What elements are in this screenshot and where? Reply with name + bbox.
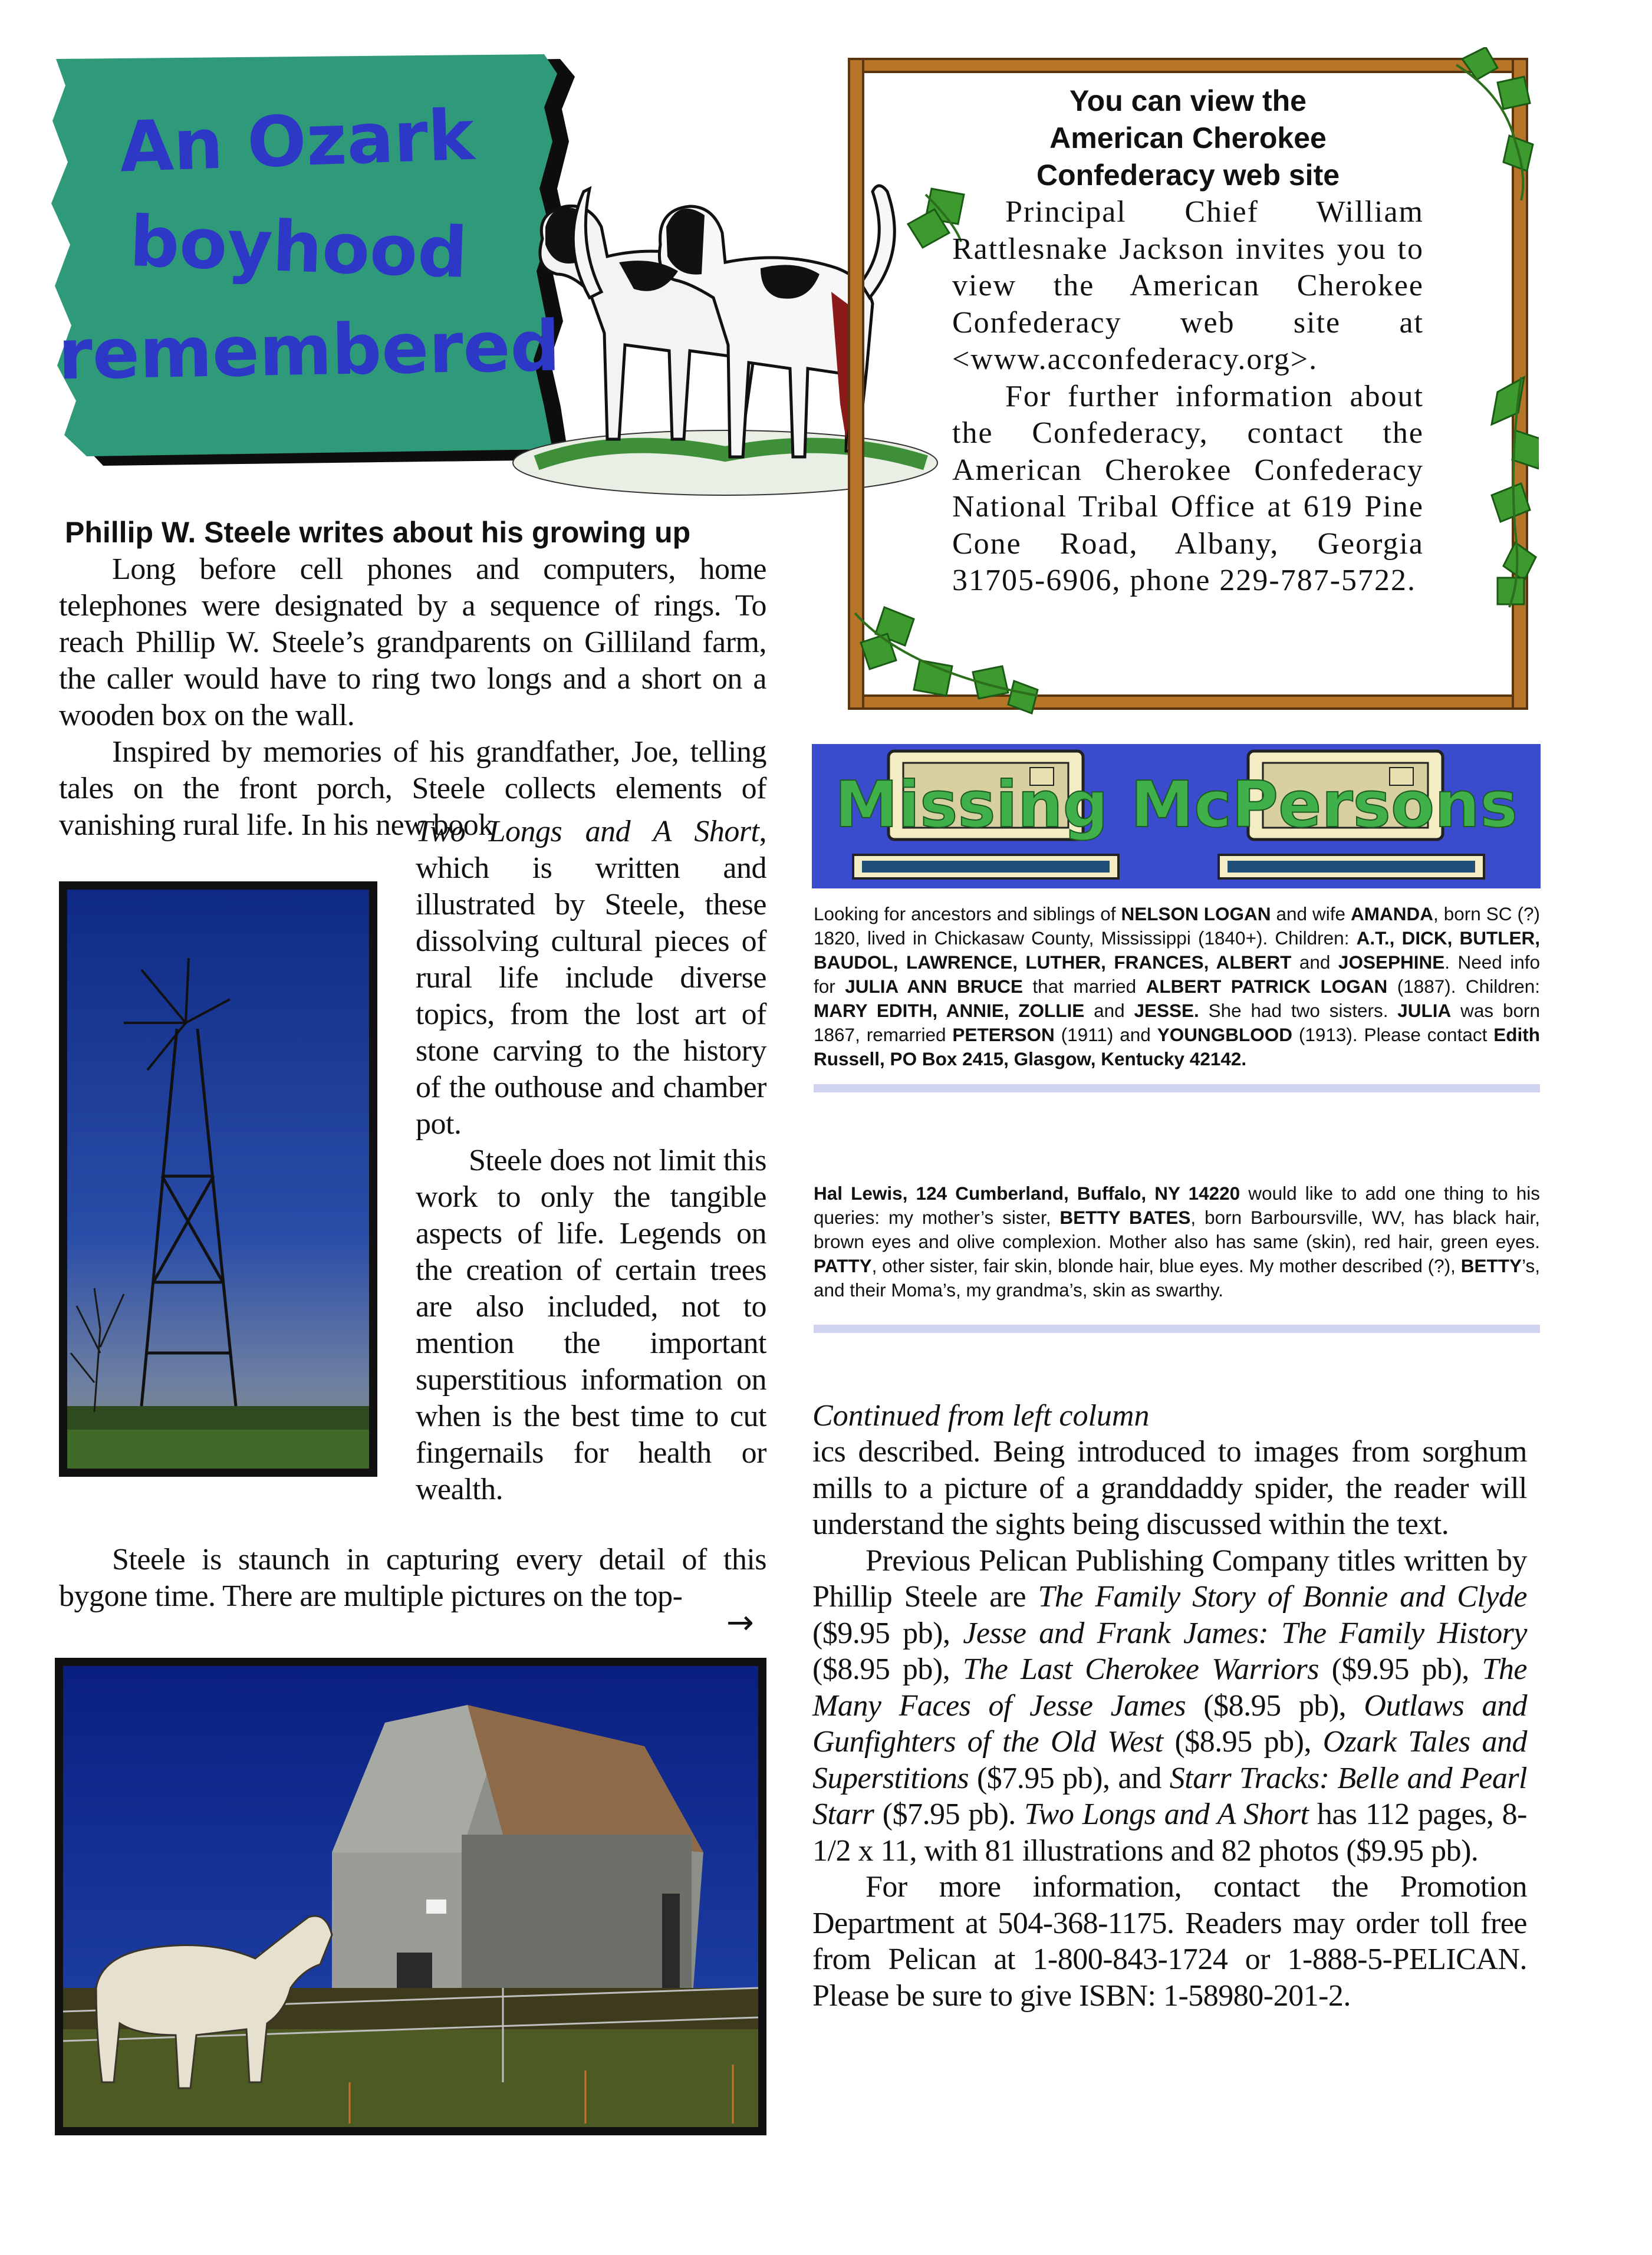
continued-paragraph-2: [812, 1543, 1527, 1869]
article-paragraph-2-continued: [416, 814, 766, 1143]
article-paragraph-3: Steele does not limit this work to only the tangible aspects of life. Legends on the creation of certain trees are also included, not to mention the important superstitious information on when is the best time to cut fingernails for health or wealth.: [416, 1144, 766, 1506]
query-logan-run-18: was born 1867, remarried: [814, 1000, 1540, 1045]
query-logan-run-23: Edith Russell, PO Box 2415, Glasgow, Kentucky 42142.: [814, 1024, 1540, 1069]
continued-heading: Continued from left column: [812, 1399, 1150, 1433]
article-paragraph-4: Steele is staunch in capturing every detail of this bygone time. There are multiple pictures on the top-: [59, 1543, 766, 1613]
query-block-2: [814, 1181, 1540, 1333]
query-logan-run-8: . Need info for: [814, 952, 1541, 997]
query-lewis-run-0: Hal Lewis, 124 Cumberland, Buffalo, NY 14220: [814, 1183, 1240, 1204]
query-logan-run-20: (1911) and: [1054, 1024, 1157, 1045]
article-paragraph-2-text: Inspired by memories of his grandfather, Joe, telling tales on the front porch, Steele collects elements of vanishing rural life. In his new book: [59, 735, 766, 842]
sign-line-2: boyhood: [128, 200, 469, 294]
continued-p2-run-15: Two Longs and A Short: [1024, 1798, 1309, 1831]
continued-p2-run-7: The Many Faces of Jesse James: [812, 1652, 1527, 1723]
article-paragraph-1: Long before cell phones and computers, home telephones were designated by a sequence of rings. To reach Phillip W. Steele’s grandparents on Gilliland farm, the caller would have to ring two longs and a short on a wooden box on the wall.: [59, 552, 766, 732]
query-logan-run-5: A.T., DICK, BUTLER, BAUDOL, LAWRENCE, LUTHER, FRANCES, ALBERT: [814, 927, 1540, 973]
barn-horse-photo: [55, 1658, 766, 2135]
continued-body: [812, 1434, 1527, 2014]
cherokee-notice: [952, 83, 1424, 600]
query-lewis-run-2: BETTY BATES: [1059, 1207, 1191, 1228]
continued-p2-run-13: Starr Tracks: Belle and Pearl Starr: [812, 1761, 1527, 1831]
continued-p2-run-5: The Last Cherokee Warriors: [962, 1652, 1319, 1686]
cherokee-heading-1: You can view the: [1069, 84, 1307, 117]
query-logan-run-4: , born SC (?) 1820, lived in Chickasaw County, Mississippi (1840+). Children:: [814, 903, 1540, 949]
continued-p2-run-14: ($7.95 pb).: [874, 1798, 1025, 1831]
continued-paragraph-3: For more information, contact the Promotion Department at 504-368-1175. Readers may order toll free from Pelican at 1-800-843-1724 or 1-888-5-PELICAN. Please be sure to give ISBN: 1-58980-201-2.: [812, 1870, 1527, 2013]
continued-p2-run-4: ($8.95 pb),: [812, 1652, 963, 1686]
query-logan-run-0: Looking for ancestors and siblings of: [814, 903, 1121, 924]
cherokee-paragraph-2: For further information about the Confederacy, contact the American Cherokee Confederacy National Tribal Office at 619 Pine Cone Road, Albany, Georgia 31705-6906, phone 229-787-5722.: [952, 379, 1424, 597]
continued-paragraph-1: ics described. Being introduced to images from sorghum mills to a picture of a granddaddy spider, the reader will understand the sights being discussed within the text.: [812, 1435, 1527, 1541]
query-block-1: [814, 902, 1540, 1092]
cherokee-paragraph-1: Principal Chief William Rattlesnake Jackson invites you to view the American Cherokee Confederacy web site at <www.acconfederacy.org>.: [952, 195, 1424, 376]
query-logan-run-12: (1887). Children:: [1387, 976, 1540, 997]
query-logan-run-16: She had two sisters.: [1199, 1000, 1398, 1021]
query-lewis-run-4: PATTY: [814, 1255, 872, 1276]
missing-mcpersons-banner: [812, 744, 1541, 888]
query-lewis-run-1: would like to add one thing to his queries: my mother’s sister,: [814, 1183, 1540, 1228]
query-divider-1: [814, 1084, 1540, 1092]
query-logan-run-15: JESSE.: [1134, 1000, 1199, 1021]
continued-p2-run-3: Jesse and Frank James: The Family History: [963, 1616, 1527, 1650]
book-title-italic: Two Longs and A Short: [416, 815, 759, 848]
continued-p2-run-2: ($9.95 pb),: [812, 1616, 963, 1650]
continued-p2-run-12: ($7.95 pb), and: [969, 1761, 1170, 1795]
continued-p2-run-16: has 112 pages, 8-1/2 x 11, with 81 illustrations and 82 photos ($9.95 pb).: [812, 1798, 1527, 1868]
query-lewis: [814, 1181, 1540, 1302]
query-logan-run-1: NELSON LOGAN: [1121, 903, 1271, 924]
missing-banner-title: Missing McPersons: [834, 768, 1518, 842]
query-logan: [814, 902, 1540, 1071]
query-logan-run-10: that married: [1022, 976, 1146, 997]
query-logan-run-22: (1913). Please contact: [1292, 1024, 1494, 1045]
continued-p2-run-8: ($8.95 pb),: [1186, 1688, 1364, 1723]
article-paragraph-4-wrap: [59, 1542, 766, 1615]
query-logan-run-2: and wife: [1271, 903, 1351, 924]
query-logan-run-17: JULIA: [1397, 1000, 1452, 1021]
query-logan-run-6: and: [1291, 952, 1338, 973]
query-lewis-run-7: ’s, and their Moma’s, my grandma’s, skin as swarthy.: [814, 1255, 1540, 1301]
query-logan-run-3: AMANDA: [1351, 903, 1433, 924]
query-logan-run-21: YOUNGBLOOD: [1157, 1024, 1292, 1045]
query-logan-run-11: ALBERT PATRICK LOGAN: [1146, 976, 1388, 997]
continued-p2-run-6: ($9.95 pb),: [1319, 1652, 1482, 1686]
cherokee-heading-3: Confederacy web site: [1036, 159, 1340, 192]
article-headline: Phillip W. Steele writes about his growing up: [65, 516, 691, 549]
query-logan-run-13: MARY EDITH, ANNIE, ZOLLIE: [814, 1000, 1085, 1021]
query-logan-run-7: JOSEPHINE: [1338, 952, 1445, 973]
cherokee-heading-2: American Cherokee: [1049, 121, 1327, 154]
continued-p2-run-0: Previous Pelican Publishing Company titles written by Phillip Steele are: [812, 1543, 1527, 1614]
query-divider-2: [814, 1325, 1540, 1333]
query-logan-run-14: and: [1084, 1000, 1134, 1021]
query-lewis-run-6: BETTY: [1460, 1255, 1522, 1276]
continued-p2-run-9: Outlaws and Gunfighters of the Old West: [812, 1688, 1527, 1759]
continued-p2-run-11: Ozark Tales and Superstitions: [812, 1725, 1528, 1795]
sign-line-1: An Ozark: [118, 94, 476, 188]
query-lewis-run-3: , born Barboursville, WV, has black hair, brown eyes and olive complexion. Mother also has same (skin), red hair, green eyes.: [814, 1207, 1540, 1252]
windmill-photo: [59, 881, 377, 1477]
continued-p2-run-10: ($8.95 pb),: [1163, 1725, 1323, 1759]
continue-arrow-icon: →: [726, 1604, 754, 1642]
query-lewis-run-5: , other sister, fair skin, blonde hair, blue eyes. My mother described (?),: [871, 1255, 1461, 1276]
query-logan-run-9: JULIA ANN BRUCE: [845, 976, 1023, 997]
query-logan-run-19: PETERSON: [952, 1024, 1055, 1045]
article-intro: [59, 551, 766, 844]
continued-p2-run-1: The Family Story of Bonnie and Clyde: [1038, 1580, 1527, 1614]
article-narrow-column: [416, 814, 766, 1508]
sign-line-3: remembered: [57, 305, 561, 396]
article-paragraph-2-rest: , which is written and illustrated by Steele, these dissolving cultural pieces of rural life include diverse topics, from the lost art of stone carving to the history of the outhouse and chamber pot.: [416, 815, 766, 1141]
